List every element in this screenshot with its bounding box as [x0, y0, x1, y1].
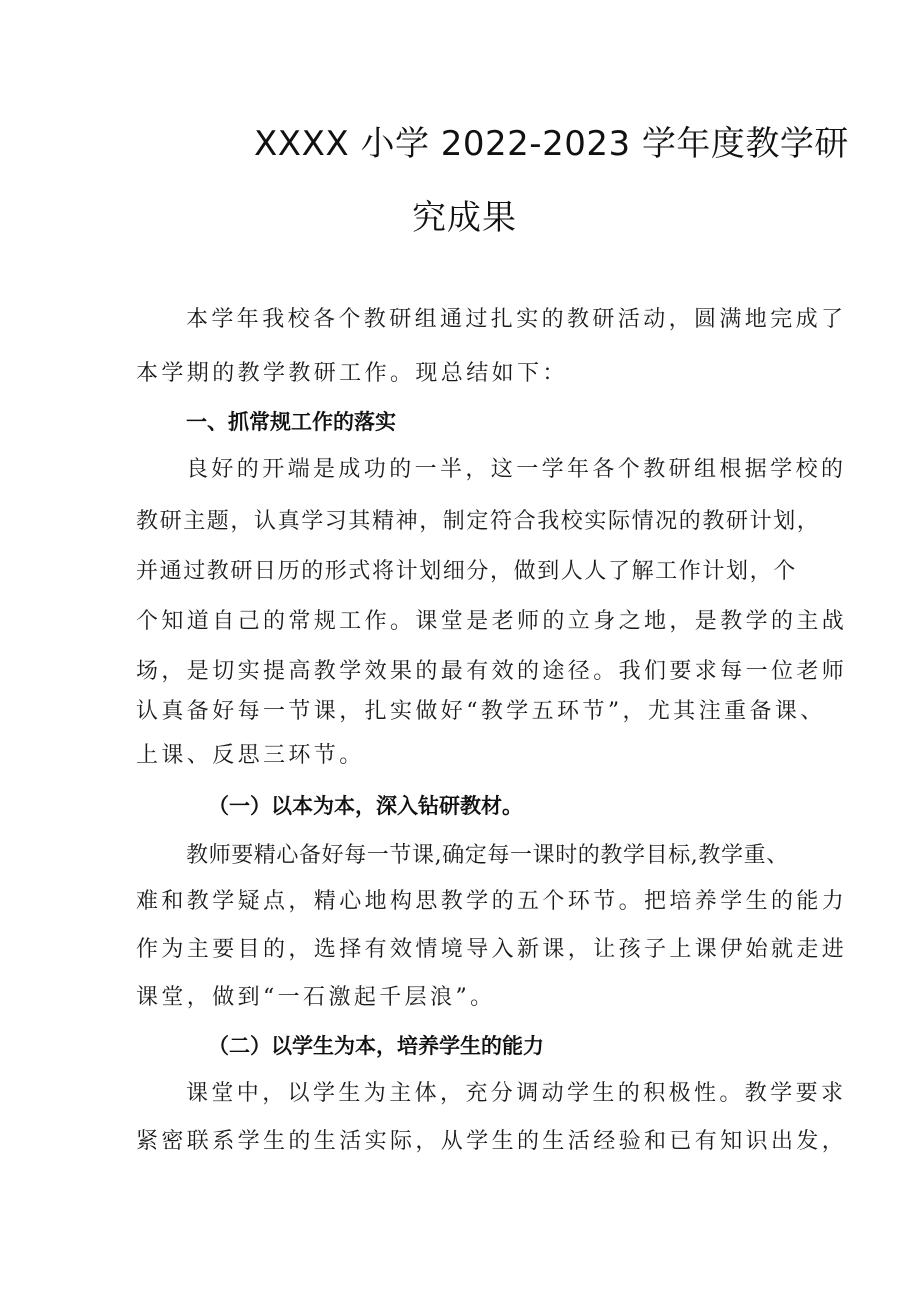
p1-line-5: 场，是切实提高教学效果的最有效的途径。我们要求每一位老师 [136, 659, 848, 684]
subsection-heading-1: （一）以本为本，深入钻研教材。 [208, 794, 523, 818]
intro-line-2: 本学期的教学教研工作。现总结如下： [136, 361, 568, 386]
subsection-heading-2: （二）以学生为本，培养学生的能力 [208, 1034, 544, 1058]
intro-line-1: 本学年我校各个教研组通过扎实的教研活动，圆满地完成了 [186, 307, 847, 332]
p3-line-2: 紧密联系学生的生活实际，从学生的生活经验和已有知识出发， [136, 1129, 848, 1154]
p1-line-6: 认真备好每一节课，扎实做好“教学五环节”，尤其注重备课、 [136, 699, 826, 724]
p3-line-1: 课堂中，以学生为主体，充分调动学生的积极性。教学要求 [186, 1081, 847, 1106]
section-heading-1: 一、抓常规工作的落实 [186, 410, 396, 434]
p2-line-1: 教师要精心备好每一节课,确定每一课时的教学目标,教学重、 [186, 843, 789, 868]
p2-line-2: 难和教学疑点，精心地构思教学的五个环节。把培养学生的能力 [136, 889, 848, 914]
p1-line-7: 上课、反思三环节。 [136, 743, 365, 768]
p2-line-3: 作为主要目的，选择有效情境导入新课，让孩子上课伊始就走进 [136, 937, 848, 962]
p1-line-4: 个知道自己的常规工作。课堂是老师的立身之地，是教学的主战 [136, 609, 848, 634]
p1-line-1: 良好的开端是成功的一半，这一学年各个教研组根据学校的 [186, 457, 847, 482]
p2-line-4: 课堂，做到“一石激起千层浪”。 [136, 985, 496, 1010]
p1-line-3: 并通过教研日历的形式将计划细分，做到人人了解工作计划，个 [136, 559, 797, 584]
p1-line-2: 教研主题，认真学习其精神，制定符合我校实际情况的教研计划， [136, 509, 821, 534]
document-title-line-2: 究成果 [412, 198, 517, 238]
document-title-line-1: XXXX 小学 2022-2023 学年度教学研 [254, 124, 849, 164]
